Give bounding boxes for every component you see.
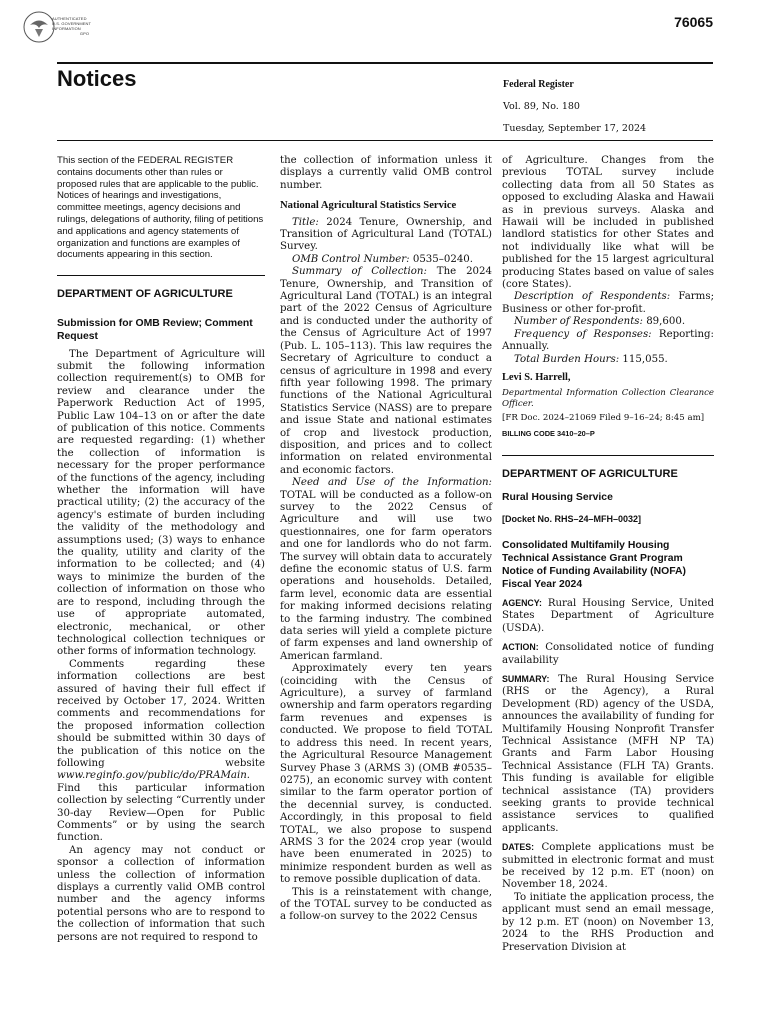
gpo-authentication-seal <box>22 10 104 44</box>
body-paragraph: of Agriculture. Changes from the previous TOTAL survey include collecting data from all 50 States as opposed to excluding Alaska and Hawaii as in previous surveys. Alaska and Hawaii will be included in published landlord statistics for other States and not individually like what will be published for the 15 largest agricultural producing States based on value of sales (core States). <box>502 155 714 291</box>
body-paragraph: An agency may not conduct or sponsor a collection of information unless the collection of information displays a currently valid OMB control number and the agency informs potential persons who are to respond to the collection of information that such persons are not required to respond to <box>57 844 265 943</box>
publication-info <box>503 74 646 140</box>
need-use-field: Need and Use of the Information: TOTAL will be conducted as a follow-on survey to the 2022 Census of Agriculture and will use two questionnaires, one for farm operators and one for landlords who do not farm. The survey will obtain data to accurately define the economic status of U.S. farm operations and households. Detailed, farm level, economic data are essential for making informed decisions relating to the farming industry. The combined data series will yield a complete picture of farm expenses and land ownership of American farmland. <box>280 477 492 662</box>
frequency-field: Frequency of Responses: Reporting: Annually. <box>502 328 714 353</box>
action-field: ACTION: Consolidated notice of funding availability <box>502 642 714 666</box>
omb-control-field: OMB Control Number: 0535–0240. <box>292 253 474 265</box>
seal-text: AUTHENTICATED U.S. GOVERNMENT INFORMATION GPO <box>52 16 92 36</box>
notice-title: Consolidated Multifamily Housing Technical Assistance Grant Program Notice of Funding Availability (NOFA) Fiscal Year 2024 <box>502 539 686 590</box>
column-3 <box>502 155 714 954</box>
body-paragraph: The Department of Agriculture will submit the following information collection requirement(s) to OMB for review and clearance under the Paperwork Reduction Act of 1995, Public Law 104–13 on or after the date of publication of this notice. Comments are requested regarding: (1) whether the collection of information is necessary for the proper performance of the functions of the agency, including whether the information will have practical utility; (2) the accuracy of the agency's estimate of burden including the validity of the methodology and assumptions used; (3) ways to enhance the quality, utility and clarity of the information to be collected; and (4) ways to minimize the burden of the collection of information on those who are to respond, including through the use of appropriate automated, electronic, mechanical, or other technological collection techniques or other forms of information technology. <box>57 348 265 658</box>
title-field: Title: 2024 Tenure, Ownership, and Transition of Agricultural Land (TOTAL) Survey. <box>280 216 492 253</box>
billing-code: BILLING CODE 3410–20–P <box>502 429 595 439</box>
column-2 <box>280 155 492 924</box>
publication-date: Tuesday, September 17, 2024 <box>503 123 647 134</box>
comments-paragraph: Comments regarding these information collections are best assured of having their full effect if received by October 17, 2024. Written comments and recommendations for the proposed information collection should be submitted within 30 days of the publication of this notice on the following website www.reginfo.gov/public/do/PRAMain. Find this particular information collection by selecting “Currently under 30-day Review—Open for Public Comments” or by using the search function. <box>57 658 265 844</box>
reginfo-link[interactable]: www.reginfo.gov/public/do/PRAMain <box>57 770 247 782</box>
agency-heading: National Agricultural Statistics Service <box>280 200 457 212</box>
header-rule <box>57 140 713 141</box>
respondents-field: Description of Respondents: Farms; Business or other for-profit. <box>502 291 714 315</box>
fr-doc-line: [FR Doc. 2024–21069 Filed 9–16–24; 8:45 am] <box>502 413 705 424</box>
signer-name: Levi S. Harrell, <box>502 371 571 383</box>
column-divider <box>57 275 265 276</box>
body-paragraph: To initiate the application process, the applicant must send an email message, by 12 p.m. ET (noon) on November 13, 2024 to the RHS Production and Preservation Division at <box>502 891 714 953</box>
signer-title: Departmental Information Collection Clearance Officer. <box>502 388 714 410</box>
volume-number: Vol. 89, No. 180 <box>503 101 580 112</box>
department-heading: DEPARTMENT OF AGRICULTURE <box>57 288 233 301</box>
column-1 <box>57 155 265 944</box>
column-divider <box>502 455 714 456</box>
burden-hours-field: Total Burden Hours: 115,055. <box>514 353 668 365</box>
top-rule <box>57 62 713 64</box>
agency-field: AGENCY: Rural Housing Service, United States Department of Agriculture (USDA). <box>502 597 714 634</box>
body-paragraph: Approximately every ten years (coinciding with the Census of Agriculture), a survey of farmland ownership and farm operators regarding farm revenues and expenses is conducted. We propose to field TOTAL to address this need. In recent years, the Agricultural Resource Management Survey Phase 3 (ARMS 3) (OMB #0535–0275), an economic survey with content similar to the farm operator portion of the decennial survey, is conducted. Accordingly, in this proposal to field TOTAL, we also propose to suspend ARMS 3 for the 2024 crop year (would have been enumerated in 2025) to minimize respondent burden as well as to remove possible duplication of data. <box>280 663 492 886</box>
department-heading: DEPARTMENT OF AGRICULTURE <box>502 467 678 480</box>
summary-field: SUMMARY: The Rural Housing Service (RHS or the Agency), a Rural Development (RD) agency of the USDA, announces the availability of funding for Multifamily Housing Nonprofit Transfer Technical Assistance (MFH NP TA) Grants and Farm Labor Housing Technical Assistance (FLH TA) Grants. This funding is available for eligible technical assistance (TA) providers seeking grants to provide technical assistance services to qualified applicants. <box>502 673 714 834</box>
section-title: Notices <box>57 66 137 91</box>
publication-name: Federal Register <box>503 79 574 90</box>
dates-field: DATES: Complete applications must be submitted in electronic format and must be received by 12 p.m. ET (noon) on November 18, 2024. <box>502 842 714 891</box>
body-paragraph: the collection of information unless it displays a currently valid OMB control number. <box>280 155 492 191</box>
summary-field: Summary of Collection: The 2024 Tenure, Ownership, and Transition of Agricultural Land (TOTAL) is an integral part of the 2022 Census of Agriculture and is conducted under the authority of the Census of Agriculture Act of 1997 (Pub. L. 105–113). This law requires the Secretary of Agriculture to conduct a census of agriculture in 1998 and every fifth year following 1998. The primary functions of the National Agricultural Statistics Service (NASS) are to prepare and issue State and national estimates of crop and livestock production, disposition, and prices and to collect information on related environmental and economic factors. <box>280 266 492 476</box>
body-paragraph: This is a reinstatement with change, of the TOTAL survey to be conducted as a follow-on survey to the 2022 Census <box>280 886 492 923</box>
page-number: 76065 <box>674 14 713 30</box>
number-respondents-field: Number of Respondents: 89,600. <box>514 316 686 328</box>
docket-number: [Docket No. RHS–24–MFH–0032] <box>502 513 642 524</box>
eagle-seal-icon <box>22 10 56 44</box>
agency-name: Rural Housing Service <box>502 492 613 504</box>
section-intro: This section of the FEDERAL REGISTER contains documents other than rules or proposed rules that are applicable to the public. Notices of hearings and investigations, committee meetings, agency decisions and rulings, delegations of authority, filing of petitions and applications and agency statements of organization and functions are examples of documents appearing in this section. <box>57 155 264 261</box>
notice-subject: Submission for OMB Review; Comment Request <box>57 317 253 342</box>
